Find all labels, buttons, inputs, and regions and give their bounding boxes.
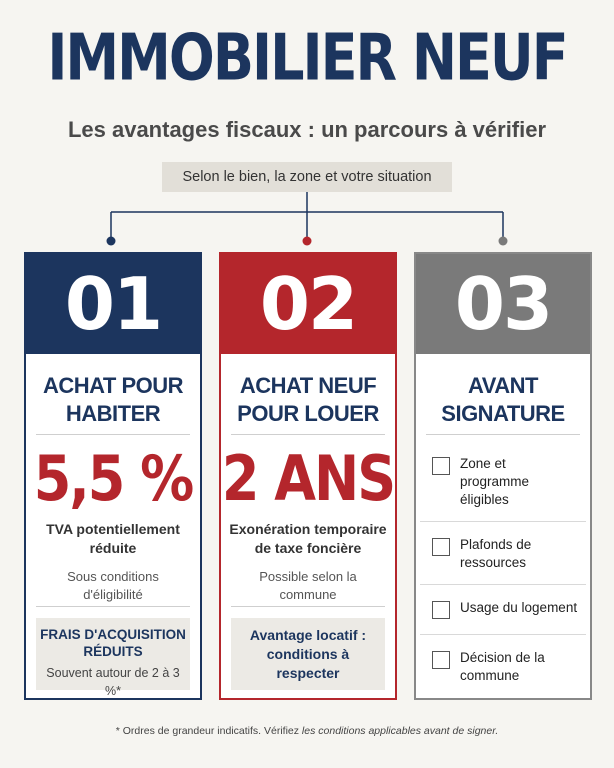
highlight-note: Sous conditions d'éligibilité — [67, 569, 159, 602]
card-number: 02 — [221, 254, 395, 354]
card-achat-habiter — [24, 252, 202, 700]
connector-lines — [0, 0, 614, 260]
divider — [426, 434, 580, 435]
card-title: AVANT SIGNATURE — [441, 373, 565, 426]
divider — [36, 434, 190, 435]
connector-dot-3 — [499, 237, 508, 246]
highlight-description: TVA potentiellement réduite — [46, 521, 180, 556]
divider — [36, 606, 190, 607]
checklist — [416, 441, 590, 697]
connector-dot-2 — [303, 237, 312, 246]
divider — [231, 434, 385, 435]
info-box-title: Avantage locatif : conditions à respecter — [249, 626, 367, 681]
page-subtitle: Les avantages fiscaux : un parcours à vérifier — [67, 117, 547, 142]
checkbox[interactable] — [432, 651, 450, 669]
checklist-item-label: Plafonds de ressources — [460, 537, 532, 570]
info-box — [231, 618, 385, 690]
info-box-subtitle: Souvent autour de 2 à 3 %* — [46, 666, 180, 698]
checklist-item[interactable] — [420, 441, 586, 522]
card-number: 03 — [416, 254, 590, 354]
card-avant-signature — [414, 252, 592, 700]
connector-dot-1 — [107, 237, 116, 246]
checklist-item-label: Décision de la commune — [460, 650, 545, 683]
checklist-item-label: Usage du logement — [460, 600, 578, 615]
highlight-value: 2 ANS — [221, 442, 395, 515]
card-title: ACHAT NEUF POUR LOUER — [237, 373, 379, 426]
checklist-item[interactable] — [420, 635, 586, 697]
info-box-title: FRAIS D'ACQUISITION RÉDUITS — [40, 627, 186, 659]
checkbox[interactable] — [432, 538, 450, 556]
checklist-item-label: Zone et programme éligibles — [460, 456, 530, 507]
checklist-item[interactable] — [420, 522, 586, 585]
highlight-description: Exonération temporaire de taxe foncière — [229, 521, 387, 556]
checklist-item[interactable] — [420, 585, 586, 635]
context-pill: Selon le bien, la zone et votre situation — [162, 162, 452, 192]
footnote-text: * Ordres de grandeur indicatifs. Vérifiez — [115, 725, 302, 737]
page-title: IMMOBILIER NEUF — [47, 20, 567, 95]
highlight-note: Possible selon la commune — [259, 569, 357, 602]
divider — [231, 606, 385, 607]
card-number: 01 — [26, 254, 200, 354]
checkbox[interactable] — [432, 601, 450, 619]
card-achat-louer — [219, 252, 397, 700]
footnote-italic: les conditions applicables avant de signer. — [301, 725, 499, 737]
card-title: ACHAT POUR HABITER — [42, 373, 184, 426]
footnote — [0, 725, 614, 737]
highlight-value: 5,5 % — [33, 442, 193, 515]
checkbox[interactable] — [432, 457, 450, 475]
info-box — [36, 618, 190, 698]
